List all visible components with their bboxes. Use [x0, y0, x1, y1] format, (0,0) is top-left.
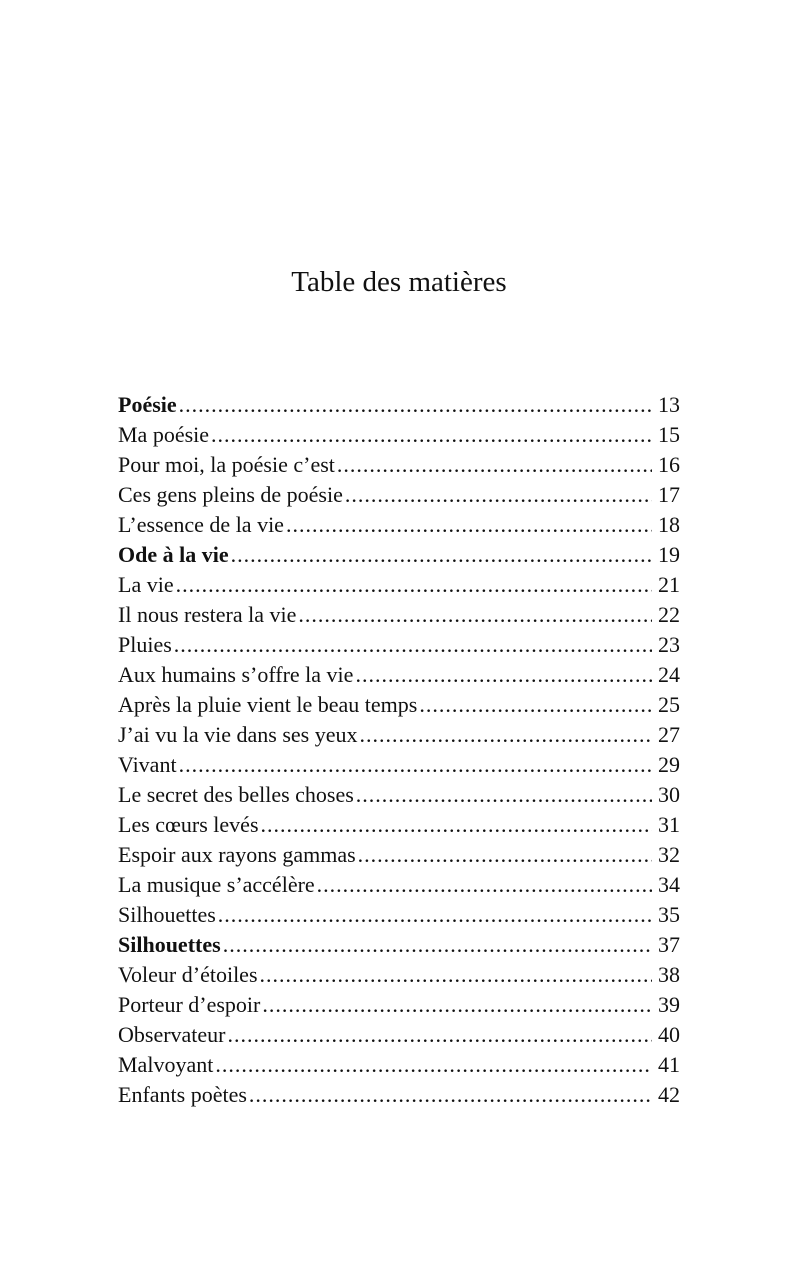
dot-leader: [174, 630, 652, 660]
toc-entry: [118, 750, 680, 780]
toc-entry-page: 17: [658, 482, 680, 507]
toc-entry: [118, 930, 680, 960]
toc-entry-title: Aux humains s’offre la vie: [118, 662, 354, 687]
dot-leader: [231, 540, 652, 570]
toc-entry-page: 38: [658, 962, 680, 987]
toc-entry-page: 37: [658, 932, 680, 957]
toc-entry-title: Voleur d’étoiles: [118, 962, 258, 987]
toc-entry-page: 16: [658, 452, 680, 477]
toc-entry: [118, 870, 680, 900]
toc-entry-title: Espoir aux rayons gammas: [118, 842, 356, 867]
toc-entry: [118, 720, 680, 750]
dot-leader: [262, 990, 652, 1020]
dot-leader: [358, 840, 652, 870]
toc-entry-page: 22: [658, 602, 680, 627]
toc-entry-page: 15: [658, 422, 680, 447]
dot-leader: [179, 750, 652, 780]
toc-entry: [118, 960, 680, 990]
toc-entry-page: 30: [658, 782, 680, 807]
toc-entry-page: 31: [658, 812, 680, 837]
toc-entry-title: La vie: [118, 572, 174, 597]
toc-entry-page: 24: [658, 662, 680, 687]
toc-entry: [118, 630, 680, 660]
toc-entry-title: Porteur d’espoir: [118, 992, 261, 1017]
toc-entry-page: 23: [658, 632, 680, 657]
toc-entry-title: Le secret des belles choses: [118, 782, 354, 807]
dot-leader: [223, 930, 652, 960]
toc-entry-page: 19: [658, 542, 680, 567]
toc-entry-page: 42: [658, 1082, 680, 1107]
dot-leader: [261, 810, 652, 840]
dot-leader: [356, 780, 652, 810]
toc-entry-title: Silhouettes: [118, 902, 216, 927]
toc-entry-page: 39: [658, 992, 680, 1017]
toc-entry-title: La musique s’accélère: [118, 872, 315, 897]
toc-entry-title: Après la pluie vient le beau temps: [118, 692, 418, 717]
toc-entry: [118, 450, 680, 480]
toc-entry-title: Pour moi, la poésie c’est: [118, 452, 335, 477]
toc-entry-page: 25: [658, 692, 680, 717]
table-of-contents: [118, 390, 680, 1110]
dot-leader: [337, 450, 652, 480]
dot-leader: [228, 1020, 652, 1050]
dot-leader: [260, 960, 652, 990]
toc-entry-page: 40: [658, 1022, 680, 1047]
toc-entry-title: Silhouettes: [118, 932, 221, 957]
toc-entry-title: Ode à la vie: [118, 542, 229, 567]
toc-entry: [118, 660, 680, 690]
toc-entry-page: 35: [658, 902, 680, 927]
toc-entry-page: 27: [658, 722, 680, 747]
toc-entry-title: Pluies: [118, 632, 172, 657]
toc-entry: [118, 810, 680, 840]
toc-entry-page: 29: [658, 752, 680, 777]
toc-entry: [118, 690, 680, 720]
dot-leader: [360, 720, 653, 750]
toc-entry: [118, 390, 680, 420]
toc-entry-title: Ma poésie: [118, 422, 210, 447]
dot-leader: [249, 1080, 652, 1110]
dot-leader: [298, 600, 652, 630]
toc-entry-title: Les cœurs levés: [118, 812, 259, 837]
toc-entry: [118, 420, 680, 450]
toc-entry: [118, 540, 680, 570]
dot-leader: [419, 690, 652, 720]
toc-entry: [118, 480, 680, 510]
toc-entry: [118, 570, 680, 600]
dot-leader: [345, 480, 652, 510]
toc-entry: [118, 900, 680, 930]
toc-entry: [118, 840, 680, 870]
toc-entry-title: Ces gens pleins de poésie: [118, 482, 343, 507]
dot-leader: [317, 870, 652, 900]
toc-entry-title: Il nous restera la vie: [118, 602, 297, 627]
toc-entry: [118, 1080, 680, 1110]
dot-leader: [211, 420, 652, 450]
toc-entry-page: 18: [658, 512, 680, 537]
toc-entry-title: Poésie: [118, 392, 177, 417]
toc-entry-page: 34: [658, 872, 680, 897]
toc-entry-title: Malvoyant: [118, 1052, 214, 1077]
toc-entry-title: Enfants poètes: [118, 1082, 247, 1107]
page-title: Table des matières: [291, 266, 507, 298]
toc-entry-title: L’essence de la vie: [118, 512, 284, 537]
dot-leader: [215, 1050, 652, 1080]
toc-entry: [118, 990, 680, 1020]
dot-leader: [355, 660, 652, 690]
toc-entry: [118, 780, 680, 810]
toc-entry: [118, 600, 680, 630]
dot-leader: [179, 390, 652, 420]
toc-entry: [118, 1020, 680, 1050]
dot-leader: [218, 900, 652, 930]
toc-entry-page: 13: [658, 392, 680, 417]
toc-entry: [118, 1050, 680, 1080]
toc-entry-page: 21: [658, 572, 680, 597]
toc-entry-page: 32: [658, 842, 680, 867]
toc-entry: [118, 510, 680, 540]
dot-leader: [286, 510, 652, 540]
dot-leader: [176, 570, 652, 600]
toc-entry-title: Observateur: [118, 1022, 226, 1047]
toc-entry-title: J’ai vu la vie dans ses yeux: [118, 722, 358, 747]
toc-entry-page: 41: [658, 1052, 680, 1077]
toc-entry-title: Vivant: [118, 752, 177, 777]
